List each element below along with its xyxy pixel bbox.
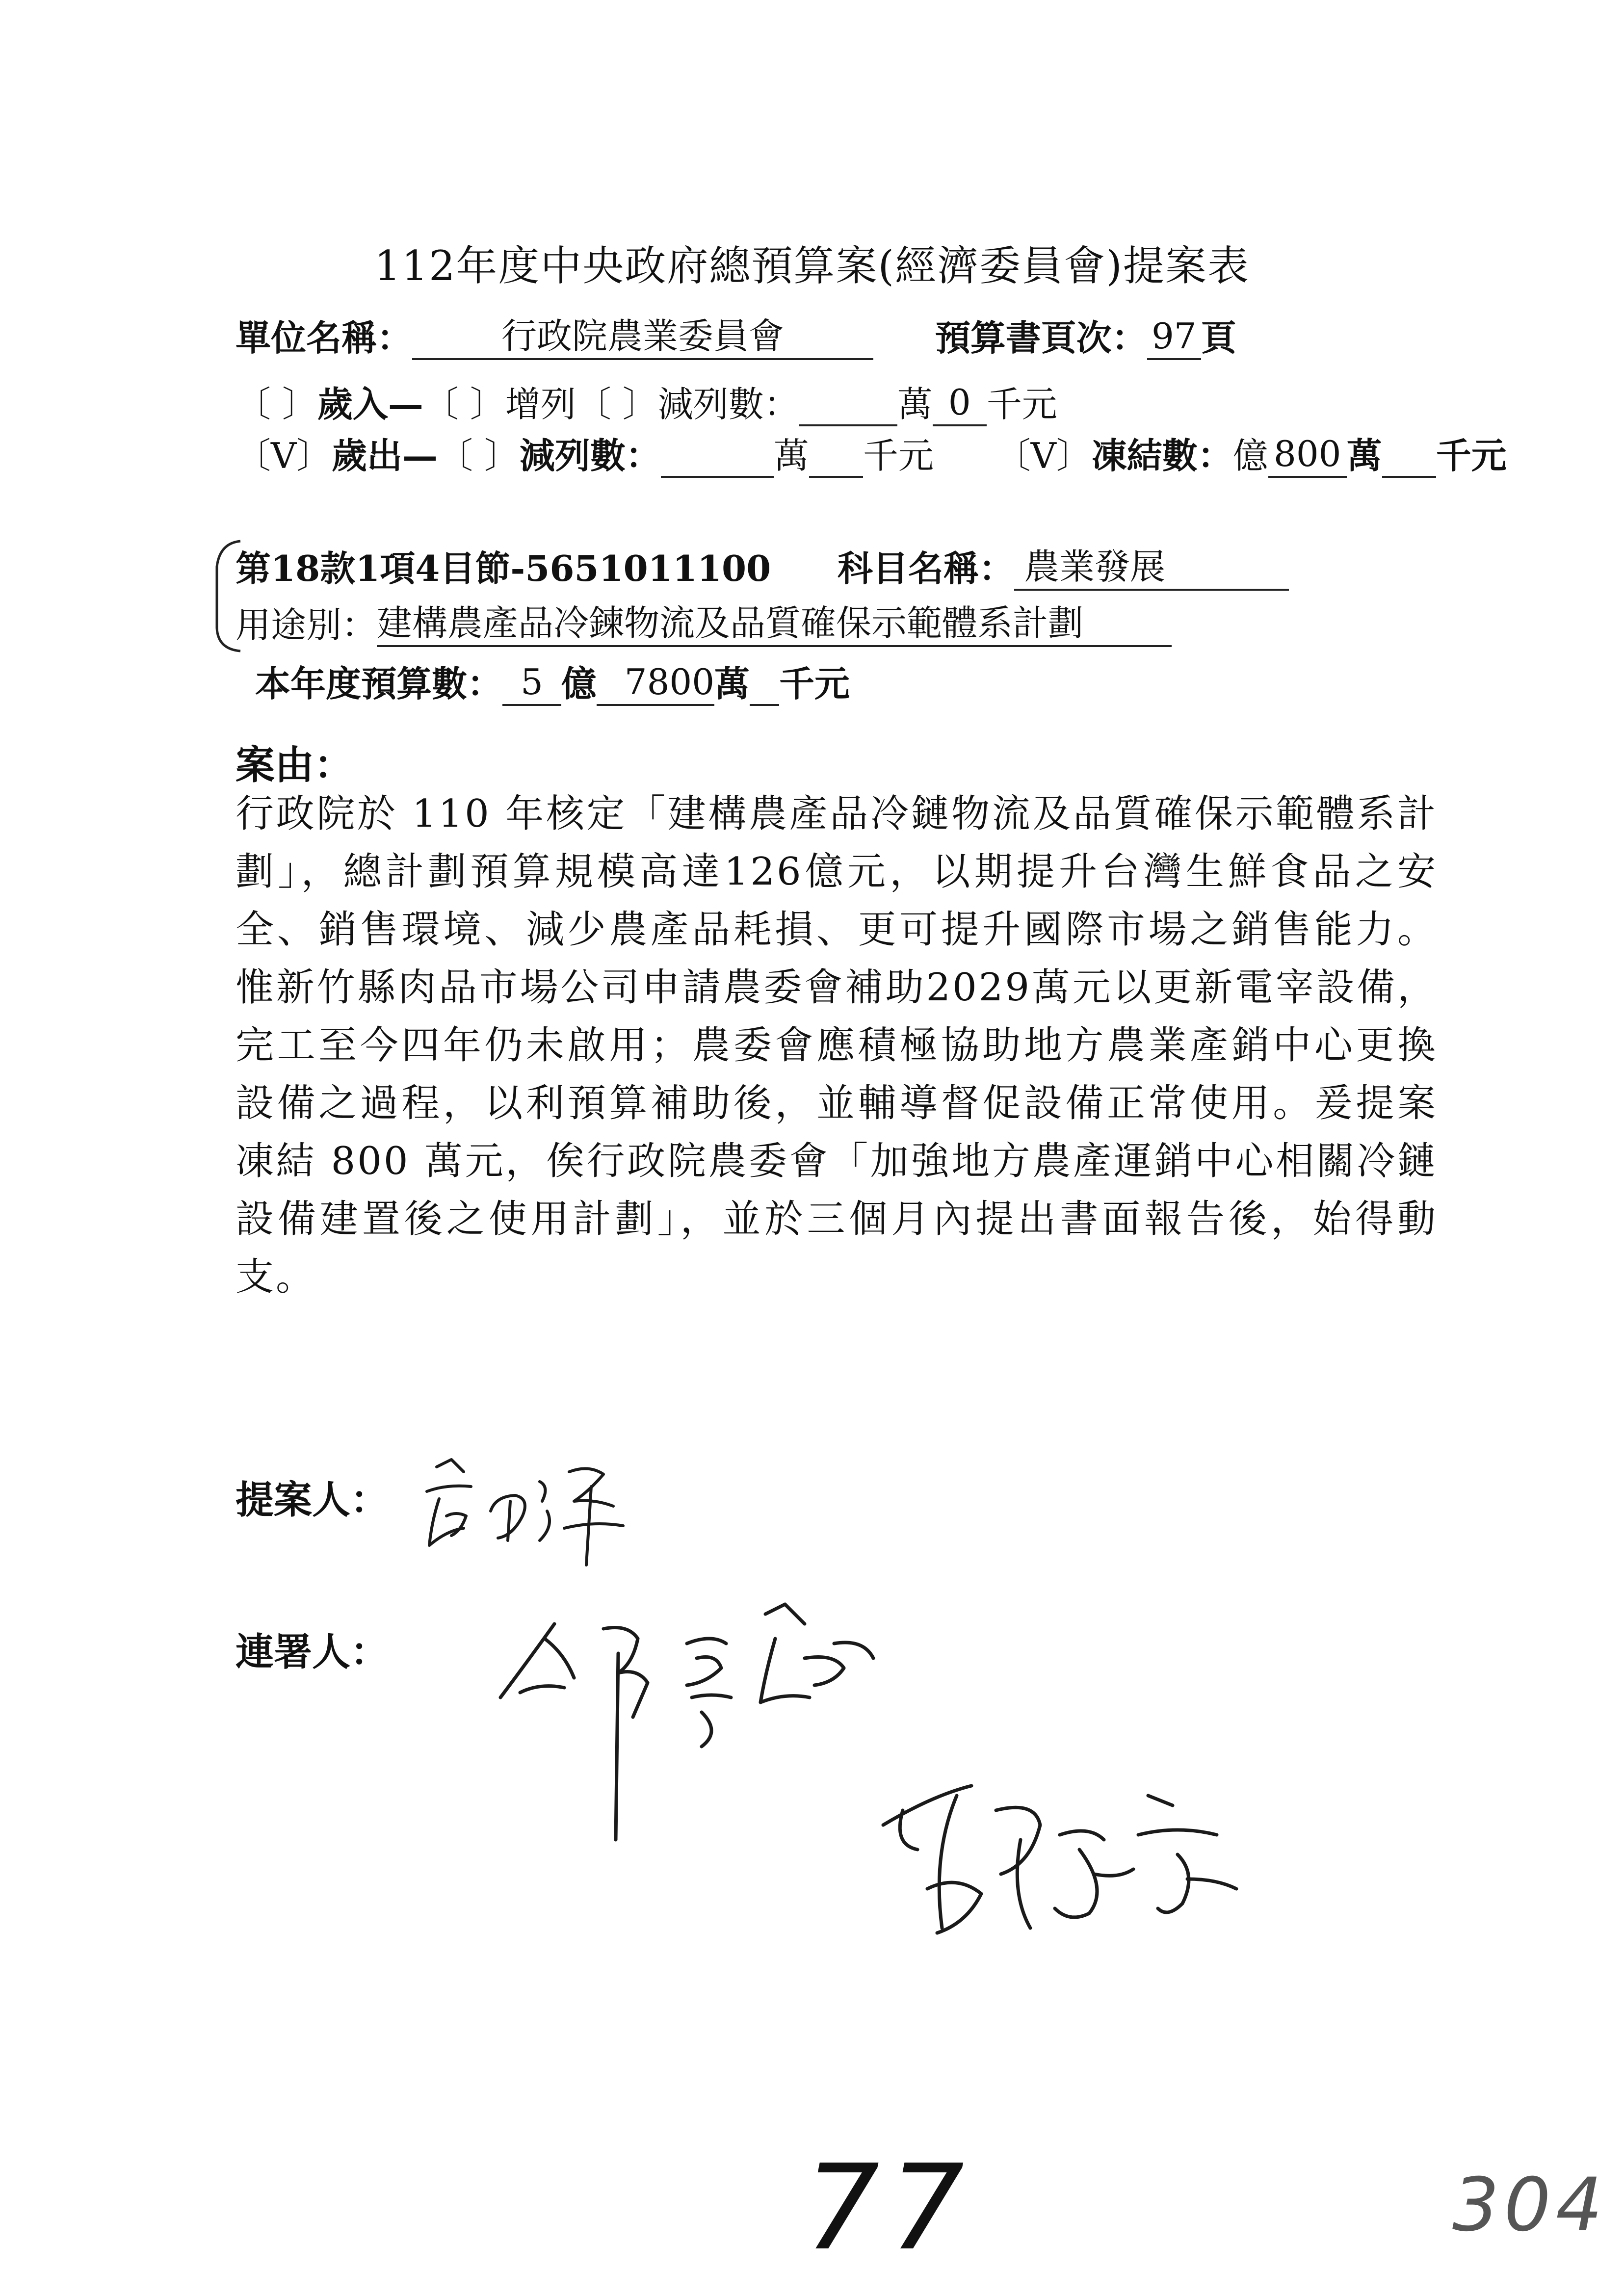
revenue-inc-bracket: 〔 〕	[423, 384, 505, 425]
cosigner-label: 連署人：	[236, 1630, 389, 1674]
cosigner-signature-2	[873, 1766, 1305, 1953]
cosigner-signature-1	[491, 1585, 893, 1850]
page-value: 97	[1147, 314, 1201, 360]
budget-qian-unit: 千元	[779, 663, 850, 704]
reason-text: 行政院於 110 年核定「建構農產品冷鏈物流及品質確保示範體系計劃」，總計劃預算規模高達126億元，以期提升台灣生鮮食品之安全、銷售環境、減少農產品耗損、更可提升國際市場之銷售能力。惟新竹縣肉品市場公司申請農委會補助2029萬元以更新電宰設備，完工至今四年仍未啟用；農委會應積極協助地方農業產銷中心更換設備之過程，以利預算補助後，並輔導督促設備正常使用。爰提案凍結 800 萬元，俟行政院農委會「加強地方農產運銷中心相關冷鏈設備建置後之使用計劃」，並於三個月內提出書面報告後，始得動支。	[236, 792, 1438, 1299]
revenue-wan-value	[799, 385, 897, 426]
proposer-label: 提案人：	[236, 1478, 389, 1522]
page-label: 預算書頁次：	[935, 317, 1147, 359]
handwritten-page-number: 77	[805, 2139, 974, 2276]
revenue-line	[236, 380, 1057, 426]
budget-yi-value: 5	[502, 660, 561, 706]
reason-heading: 案由：	[236, 742, 353, 788]
expense-line	[236, 432, 1507, 478]
budget-line	[255, 660, 850, 706]
revenue-label: 歲入—	[317, 383, 423, 425]
freeze-wan-unit: 萬	[1346, 435, 1382, 476]
freeze-qian-value	[1382, 437, 1436, 478]
page-suffix: 頁	[1201, 317, 1236, 359]
budget-wan-value: 7800	[597, 660, 714, 706]
usage-value: 建構農產品冷鍊物流及品質確保示範體系計劃	[377, 601, 1172, 647]
unit-line	[236, 314, 1236, 360]
item-code-line	[236, 545, 1289, 591]
revenue-dec-label: 減列數：	[657, 384, 799, 425]
freeze-qian-unit: 千元	[1436, 435, 1507, 476]
expense-qian-value	[809, 437, 863, 478]
budget-label: 本年度預算數：	[255, 663, 503, 704]
freeze-bracket: 〔V〕	[995, 435, 1092, 476]
form-title: 112年度中央政府總預算案(經濟委員會)提案表	[374, 242, 1250, 290]
unit-value: 行政院農業委員會	[412, 314, 873, 360]
expense-bracket: 〔V〕	[236, 435, 332, 476]
subject-value: 農業發展	[1014, 545, 1289, 591]
expense-wan-value	[661, 437, 774, 478]
item-code: 第18款1項4目節-5651011100	[236, 548, 771, 589]
expense-dec-bracket: 〔 〕	[438, 435, 520, 476]
revenue-inc-label: 增列	[505, 384, 576, 425]
unit-label: 單位名稱：	[236, 317, 413, 359]
expense-dec-label: 減列數：	[519, 435, 661, 476]
freeze-yi-unit: 億	[1232, 435, 1268, 476]
usage-label: 用途別：	[236, 604, 377, 646]
revenue-dec-bracket: 〔 〕	[576, 384, 658, 425]
freeze-wan-value: 800	[1268, 432, 1347, 478]
usage-line	[236, 601, 1172, 647]
corner-page-number: 304	[1452, 2163, 1608, 2248]
expense-qian-unit: 千元	[863, 435, 934, 476]
expense-label: 歲出—	[332, 435, 438, 476]
budget-yi-unit: 億	[561, 663, 597, 704]
proposer-signature	[417, 1437, 653, 1585]
freeze-label: 凍結數：	[1091, 435, 1233, 476]
revenue-bracket: 〔 〕	[236, 384, 317, 425]
revenue-qian-value: 0	[933, 380, 987, 426]
budget-wan-unit: 萬	[714, 663, 750, 704]
subject-label: 科目名稱：	[838, 548, 1015, 589]
revenue-qian-unit: 千元	[986, 384, 1057, 425]
revenue-wan-unit: 萬	[897, 384, 933, 425]
budget-qian-value	[750, 665, 779, 706]
expense-wan-unit: 萬	[773, 435, 809, 476]
